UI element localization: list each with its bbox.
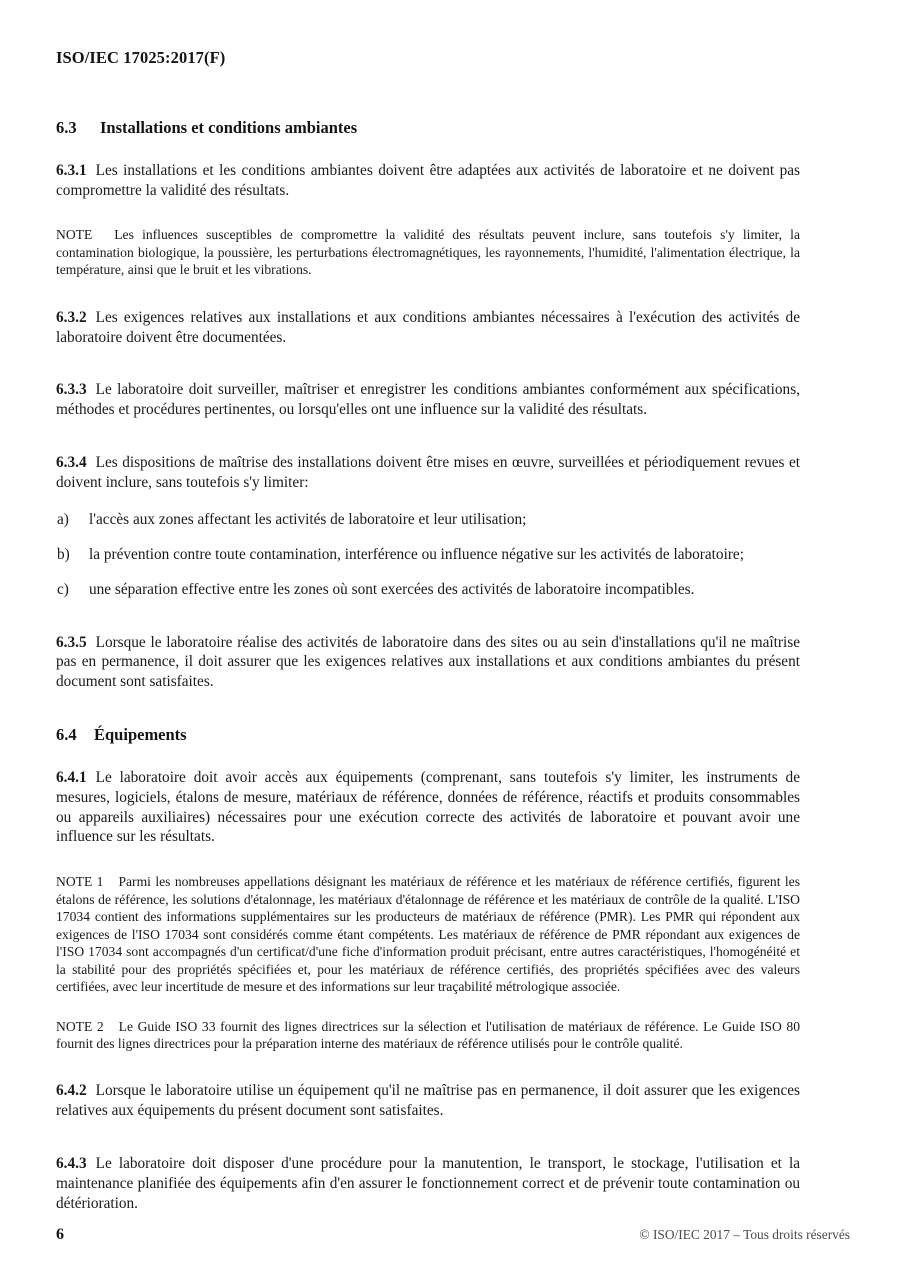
clause-6-3-1-number: 6.3.1 (56, 161, 87, 179)
clause-6-3-5-text: Lorsque le laboratoire réalise des activités de laboratoire dans des sites ou au sein d'installations qu'il ne maîtrise pas en permanence, il doit assurer que les exigences relatives aux installations et aux conditions ambiantes du présent document sont satisfaites. (56, 633, 800, 691)
heading-6-4-title: Équipements (94, 725, 187, 745)
clause-6-4-1-text: Le laboratoire doit avoir accès aux équipements (comprenant, sans toutefois s'y limiter, les instruments de mesures, logiciels, étalons de mesure, matériaux de référence, données de référence, réactifs et produits consommables ou appareils auxiliaires) nécessaires pour une exécution correcte des activités de laboratoire et pouvant avoir une influence sur les résultats. (56, 768, 800, 846)
list-text-c: une séparation effective entre les zones où sont exercées des activités de laboratoire incompatibles. (89, 580, 695, 598)
clause-6-3-2 (56, 308, 800, 348)
note-1-text: Parmi les nombreuses appellations désignant les matériaux de référence et les matériaux de référence certifiés, figurent les étalons de référence, les solutions d'étalonnage, les matériaux d'étalonnage de référence et les matériaux de contrôle de la qualité. L'ISO 17034 contient des informations supplémentaires sur les producteurs de matériaux de référence (PMR). Les PMR qui répondent aux exigences de l'ISO 17034 sont considérés comme étant compétents. Les matériaux de référence de PMR répondant aux exigences de l'ISO 17034 sont accompagnés d'un certificat/d'une fiche d'information produit précisant, entre autres caractéristiques, l'homogénéité et la stabilité pour des propriétés spécifiées et, pour les matériaux de référence certifiés, des propriétés spécifiées avec des valeurs certifiées, avec leur incertitude de mesure et des informations sur leur traçabilité métrologique associée. (56, 874, 801, 995)
list-marker-a: a) (57, 510, 69, 528)
copyright-notice: © ISO/IEC 2017 – Tous droits réservés (639, 1227, 850, 1242)
note-1-label: NOTE 1 (56, 874, 104, 890)
note-2-label: NOTE 2 (56, 1018, 104, 1034)
clause-6-3-2-number: 6.3.2 (56, 308, 87, 326)
clause-6-4-2-number: 6.4.2 (56, 1082, 87, 1100)
clause-6-4-3-text: Le laboratoire doit disposer d'une procédure pour la manutention, le transport, le stockage, l'utilisation et la maintenance planifiée des équipements afin d'en assurer le fonctionnement correct et de prévenir toute contamination ou détérioration. (56, 1155, 800, 1212)
list-text-b: la prévention contre toute contamination, interférence ou influence négative sur les activités de laboratoire; (89, 545, 744, 563)
list-item (56, 510, 800, 530)
page-number: 6 (56, 1226, 64, 1243)
list-item (56, 580, 800, 600)
note-2 (56, 1018, 800, 1053)
page-content (56, 118, 800, 1231)
clause-6-3-3 (56, 380, 800, 420)
clause-6-4-1-number: 6.4.1 (56, 768, 87, 786)
note-1 (56, 873, 800, 995)
clause-6-3-4 (56, 453, 800, 493)
list-marker-c: c) (57, 580, 69, 598)
page-footer (56, 1226, 850, 1244)
note-6-3-1 (56, 226, 800, 278)
note-2-text: Le Guide ISO 33 fournit des lignes directrices sur la sélection et l'utilisation de matériaux de référence. Le Guide ISO 80 fournit des lignes directrices pour la préparation interne des matériaux de référence utilisés pour le contrôle qualité. (56, 1018, 800, 1051)
list-6-3-4 (56, 510, 800, 600)
clause-6-3-2-text: Les exigences relatives aux installations et aux conditions ambiantes nécessaires à l'exécution des activités de laboratoire doivent être documentées. (56, 308, 800, 346)
heading-6-4 (56, 725, 800, 746)
clause-6-4-3 (56, 1154, 800, 1214)
running-header: ISO/IEC 17025:2017(F) (56, 48, 226, 67)
heading-6-3-title: Installations et conditions ambiantes (100, 118, 358, 137)
clause-6-3-1 (56, 161, 800, 201)
list-text-a: l'accès aux zones affectant les activités de laboratoire et leur utilisation; (89, 510, 527, 528)
heading-6-4-number: 6.4 (56, 725, 77, 745)
clause-6-3-4-number: 6.3.4 (56, 454, 87, 472)
clause-6-4-2-text: Lorsque le laboratoire utilise un équipement qu'il ne maîtrise pas en permanence, il doit assurer que les exigences relatives aux équipements du présent document sont satisfaites. (56, 1082, 800, 1120)
clause-6-3-4-text: Les dispositions de maîtrise des installations doivent être mises en œuvre, surveillées et périodiquement revues et doivent inclure, sans toutefois s'y limiter: (56, 454, 800, 492)
heading-6-3 (56, 118, 800, 139)
clause-6-4-3-number: 6.4.3 (56, 1155, 87, 1173)
note-6-3-1-label: NOTE (56, 227, 93, 243)
clause-6-4-2 (56, 1081, 800, 1121)
heading-6-3-number: 6.3 (56, 118, 77, 137)
clause-6-3-5-number: 6.3.5 (56, 633, 87, 651)
list-marker-b: b) (57, 545, 70, 563)
clause-6-4-1 (56, 768, 800, 848)
clause-6-3-1-text: Les installations et les conditions ambiantes doivent être adaptées aux activités de laboratoire et ne doivent pas compromettre la validité des résultats. (56, 161, 800, 199)
clause-6-3-3-number: 6.3.3 (56, 381, 87, 399)
list-item (56, 545, 800, 565)
clause-6-3-5 (56, 633, 800, 693)
note-6-3-1-text: Les influences susceptibles de compromettre la validité des résultats peuvent inclure, sans toutefois s'y limiter, la contamination biologique, la poussière, les perturbations électromagnétiques, les rayonnements, l'humidité, l'alimentation électrique, la température, ainsi que le bruit et les vibrations. (56, 227, 800, 278)
clause-6-3-3-text: Le laboratoire doit surveiller, maîtriser et enregistrer les conditions ambiantes conformément aux spécifications, méthodes et procédures pertinentes, ou lorsqu'elles ont une influence sur la validité des résultats. (56, 381, 800, 419)
